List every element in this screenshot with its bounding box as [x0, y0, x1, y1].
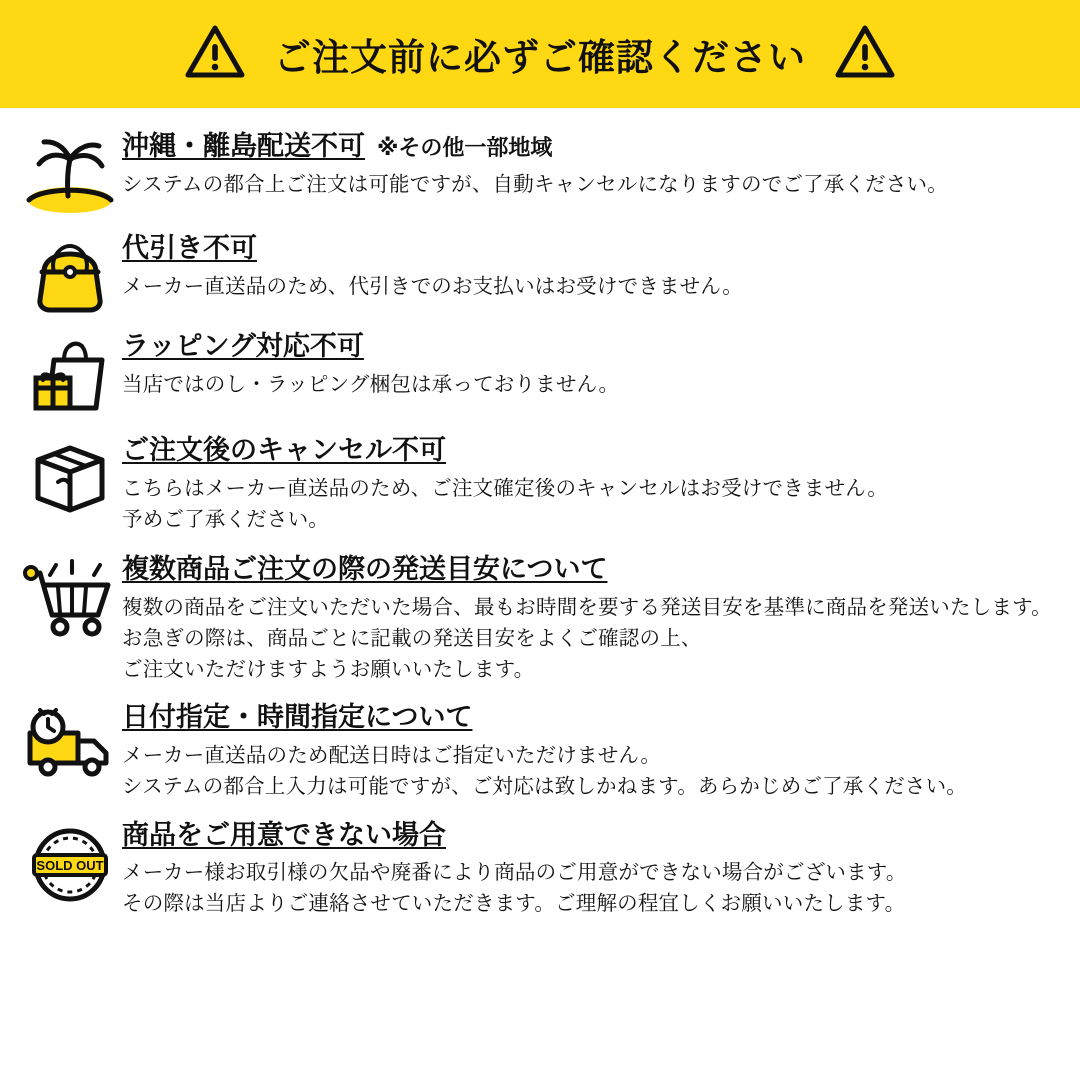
notice-item [0, 701, 1080, 802]
gift-bag-icon [18, 330, 122, 418]
notice-line: こちらはメーカー直送品のため、ご注文確定後のキャンセルはお受けできません。 [122, 476, 888, 500]
notice-line: ご注文いただけますようお願いいたします。 [122, 657, 535, 681]
coin-purse-icon [18, 232, 122, 316]
island-palm-icon [18, 130, 122, 218]
notice-item [0, 330, 1080, 418]
notice-list [0, 108, 1080, 920]
notice-line: メーカー直送品のため配送日時はご指定いただけません。 [122, 744, 662, 767]
sold-out-badge-icon [18, 819, 122, 907]
notice-heading-main: ご注文後のキャンセル不可 [122, 435, 446, 465]
notice-line: 当店ではのし・ラッピング梱包は承っておりません。 [122, 372, 620, 396]
notice-item [0, 553, 1080, 685]
notice-item [0, 232, 1080, 316]
warning-triangle-icon [184, 23, 246, 86]
notice-heading-main: 複数商品ご注文の際の発送目安について [122, 554, 608, 585]
notice-line: その際は当店よりご連絡させていただきます。ご理解の程宜しくお願いいたします。 [122, 892, 906, 915]
notice-line: システムの都合上ご注文は可能ですが、自動キャンセルになりますのでご了承ください。 [122, 172, 948, 196]
notice-line: メーカー直送品のため、代引きでのお支払いはお受けできません。 [122, 274, 743, 298]
warning-triangle-icon [834, 23, 896, 86]
notice-heading-main: 日付指定・時間指定について [122, 702, 473, 733]
notice-heading-main: 代引き不可 [122, 233, 257, 263]
notice-item [0, 130, 1080, 218]
notice-item [0, 434, 1080, 535]
notice-line: 複数の商品をご注文いただいた場合、最もお時間を要する発送目安を基準に商品を発送いたします。 [122, 596, 1052, 619]
sold-out-text: SOLD OUT [36, 857, 104, 873]
banner-title: ご注文前に必ずご確認ください [274, 37, 806, 78]
notice-heading-main: 沖縄・離島配送不可 [122, 131, 365, 161]
notice-heading [122, 330, 1052, 364]
notice-heading [122, 819, 1052, 853]
shopping-cart-icon [18, 553, 122, 639]
notice-heading-sub: ※その他一部地域 [377, 135, 553, 160]
cardboard-box-icon [18, 434, 122, 516]
notice-heading [122, 701, 1052, 735]
header-banner [0, 0, 1080, 108]
notice-line: システムの都合上入力は可能ですが、ご対応は致しかねます。あらかじめご了承ください。 [122, 774, 968, 798]
notice-heading [122, 232, 1052, 266]
notice-line: お急ぎの際は、商品ごとに記載の発送目安をよくご確認の上、 [122, 626, 702, 650]
delivery-truck-clock-icon [18, 701, 122, 783]
notice-heading [122, 553, 1052, 587]
notice-item [0, 819, 1080, 920]
notice-heading-main: 商品をご用意できない場合 [122, 819, 446, 850]
notice-heading [122, 130, 1052, 164]
notice-heading [122, 434, 1052, 468]
notice-line: 予めご了承ください。 [122, 507, 329, 531]
notice-line: メーカー様お取引様の欠品や廃番により商品のご用意ができない場合がございます。 [122, 861, 907, 885]
notice-heading-main: ラッピング対応不可 [122, 331, 364, 361]
